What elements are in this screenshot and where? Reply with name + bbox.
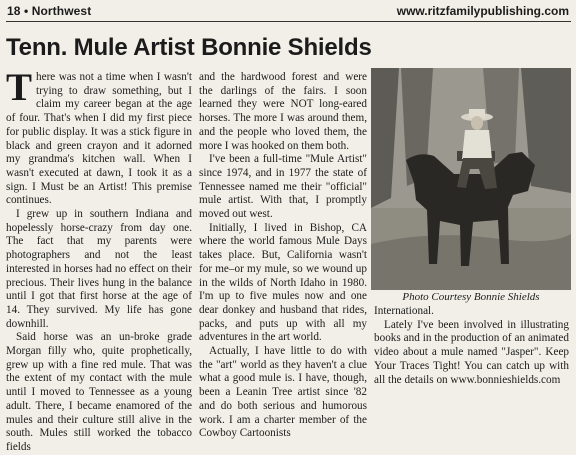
site-url[interactable]: www.ritzfamilypublishing.com bbox=[396, 4, 569, 18]
article-column-3 bbox=[374, 305, 569, 387]
article-photo bbox=[371, 68, 571, 290]
paragraph-text: here was not a time when I wasn't trying to draw something, but I claim my career began at the age of four. That's when I did my first piece for public display. It was a stick figure in black and green crayon and it adorned my grandma's kitchen wall. When I wasn't executed at dawn, I took it as a sign. I Must be an Artist! This premise continues. bbox=[6, 71, 192, 207]
drop-cap: T bbox=[6, 66, 33, 109]
photo-rider-on-mule bbox=[371, 68, 571, 290]
photo-caption: Photo Courtesy Bonnie Shields bbox=[402, 291, 540, 303]
article-column-1 bbox=[6, 66, 192, 455]
paragraph: I've been a full-time "Mule Artist" since 1974, and in 1977 the state of Tennessee named me their "official" mule artist. With that, I promptly moved out west. bbox=[199, 153, 367, 221]
paragraph: and the hardwood forest and were the darlings of the fairs. I soon learned they were NOT long-eared horses. The more I was around them, and the people who loved them, the more I was hooked on them both. bbox=[199, 71, 367, 152]
paragraph: Said horse was an un-broke grade Morgan filly who, quite prophetically, grew up with a fine red mule. That was the extent of my contact with the mule until I moved to Tennessee as a young adult. There, I became enamored of the mules and their culture still alive in the south. Mules still worked the tobacco fields bbox=[6, 331, 192, 453]
page-number-section: 18 • Northwest bbox=[7, 4, 92, 18]
article-column-2 bbox=[199, 71, 367, 441]
article-headline: Tenn. Mule Artist Bonnie Shields bbox=[6, 34, 372, 61]
page-header bbox=[7, 3, 569, 21]
paragraph: Lately I've been involved in illustrating books and in the production of an animated video about a mule named "Jasper". Keep Your Traces Tight! You can catch up with all the details on www.bonnieshields.com bbox=[374, 318, 569, 386]
paragraph: Initially, I lived in Bishop, CA where the world famous Mule Days takes place. But, California wasn't for me–or my mule, so we wound up in the wilds of North Idaho in 1980. I'm up to five mules now and one dear donkey and husband that rides, packs, and puts up with all my adventures in the art world. bbox=[199, 221, 367, 344]
header-rule bbox=[6, 21, 571, 22]
paragraph bbox=[6, 66, 192, 208]
paragraph: Actually, I have little to do with the "art" world as they haven't a clue what a good mule is. I have, though, been a Leanin Tree artist since '82 and do both serious and humorous work. I am a charter member of the Cowboy Cartoonists bbox=[199, 345, 367, 440]
paragraph: I grew up in southern Indiana and hopelessly horse-crazy from day one. The fact that my parents were photographers and not the least interested in horses had no effect on their precious. Their lives hung in the balance until I got that first horse at the age of 14. They survived. My life has gone downhill. bbox=[6, 208, 192, 330]
paragraph: International. bbox=[374, 305, 434, 317]
